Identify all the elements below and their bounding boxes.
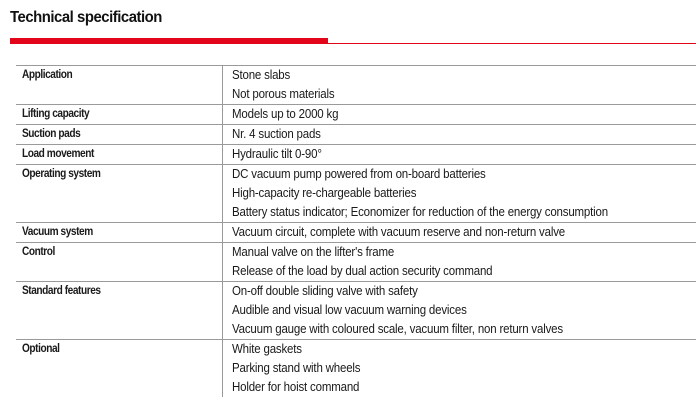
spec-value: Vacuum circuit, complete with vacuum reserve and non-return valve [232, 225, 565, 239]
spec-value: Stone slabs [232, 68, 291, 82]
spec-value: Audible and visual low vacuum warning devices [232, 303, 467, 317]
spec-value: Parking stand with wheels [232, 361, 361, 375]
spec-value: DC vacuum pump powered from on-board batteries [232, 167, 486, 181]
spec-row-control [16, 243, 696, 282]
spec-row-optional [16, 340, 696, 397]
spec-row-lifting-capacity [16, 105, 696, 125]
spec-value: On-off double sliding valve with safety [232, 284, 418, 298]
spec-label: Vacuum system [22, 226, 93, 238]
spec-values [222, 243, 696, 281]
spec-values [222, 145, 696, 164]
spec-label: Operating system [22, 168, 101, 180]
spec-row-application [16, 66, 696, 105]
spec-label: Optional [22, 343, 60, 355]
spec-row-standard-features [16, 282, 696, 340]
spec-row-operating-system [16, 165, 696, 223]
spec-values [222, 340, 696, 397]
spec-values [222, 223, 696, 242]
spec-row-suction-pads [16, 125, 696, 145]
spec-label: Application [22, 69, 73, 81]
spec-value: Models up to 2000 kg [232, 107, 339, 121]
spec-value: Nr. 4 suction pads [232, 127, 321, 141]
spec-values [222, 125, 696, 144]
spec-value: Holder for hoist command [232, 380, 360, 394]
spec-value: High-capacity re-chargeable batteries [232, 186, 417, 200]
spec-value: Hydraulic tilt 0-90° [232, 147, 322, 161]
spec-label: Suction pads [22, 128, 81, 140]
spec-value: Manual valve on the lifter's frame [232, 245, 395, 259]
spec-values [222, 105, 696, 124]
spec-label: Load movement [22, 148, 94, 160]
spec-values [222, 282, 696, 339]
spec-label: Standard features [22, 285, 101, 297]
spec-values [222, 165, 696, 222]
accent-rule [10, 38, 328, 44]
spec-table [16, 66, 696, 397]
spec-label: Control [22, 246, 55, 258]
spec-label: Lifting capacity [22, 108, 90, 120]
spec-value: Not porous materials [232, 87, 335, 101]
spec-value: Release of the load by dual action security command [232, 264, 493, 278]
spec-values [222, 66, 696, 104]
spec-value: Battery status indicator; Economizer for reduction of the energy consumption [232, 205, 608, 219]
spec-row-vacuum-system [16, 223, 696, 243]
page-title: Technical specification [10, 9, 162, 26]
header-thin-rule [328, 43, 696, 44]
spec-value: White gaskets [232, 342, 302, 356]
spec-row-load-movement [16, 145, 696, 165]
spec-value: Vacuum gauge with coloured scale, vacuum filter, non return valves [232, 322, 563, 336]
